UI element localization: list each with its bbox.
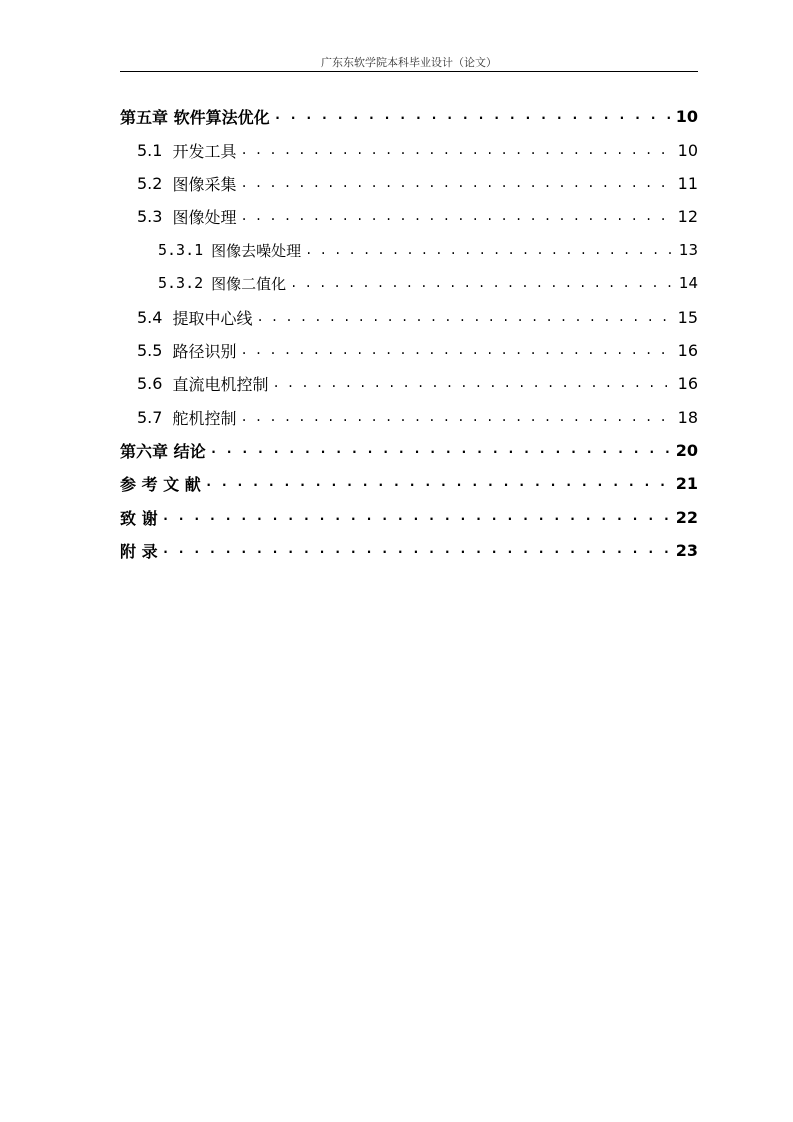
toc-dot-leader [240,171,673,195]
toc-entry-title: 第六章 结论 [120,441,206,461]
toc-entry-title: 路径识别 [172,341,237,361]
toc-section-number: 5.1 [137,140,163,160]
toc-dot-leader [240,338,673,362]
header-divider [120,71,698,72]
toc-entry-title: 附 录 [120,541,158,561]
toc-dot-leader [240,138,673,162]
toc-page-number: 10 [675,106,698,126]
toc-entry-title: 舵机控制 [172,408,237,428]
toc-page-number: 18 [677,407,698,427]
toc-dot-leader [240,204,673,228]
toc-dot-leader [240,405,673,429]
toc-page-number: 16 [677,373,698,393]
toc-entry-5-6[interactable] [137,371,698,395]
toc-page-number: 16 [677,340,698,360]
toc-entry-acknowledgements[interactable] [120,505,698,529]
toc-entry-chapter5[interactable] [120,104,698,128]
toc-page-number: 15 [677,307,698,327]
toc-section-number: 5.3 [137,206,163,226]
toc-entry-5-2[interactable] [137,171,698,195]
toc-dot-leader [305,238,674,262]
toc-section-number: 5.2 [137,173,163,193]
toc-entry-5-5[interactable] [137,338,698,362]
toc-page-number: 14 [678,274,698,292]
page-header: 广东东软学院本科毕业设计（论文） [321,56,497,69]
toc-page-number: 22 [675,507,698,527]
toc-page-number: 21 [675,473,698,493]
toc-dot-leader [210,438,672,462]
toc-entry-title: 图像去噪处理 [211,241,302,260]
toc-dot-leader [290,271,674,295]
toc-page-number: 23 [675,540,698,560]
toc-page-number: 13 [678,241,698,259]
toc-entry-title: 图像处理 [172,207,237,227]
toc-page-number: 10 [677,140,698,160]
toc-entry-title: 图像二值化 [211,274,287,293]
toc-page-number: 12 [677,206,698,226]
toc-dot-leader [272,371,673,395]
toc-entry-5-3-1[interactable] [158,238,698,262]
toc-entry-title: 图像采集 [172,174,237,194]
toc-dot-leader [256,305,673,329]
toc-entry-5-4[interactable] [137,305,698,329]
toc-entry-title: 参 考 文 献 [120,474,201,494]
toc-dot-leader [274,104,672,128]
toc-section-number: 5.5 [137,340,163,360]
toc-entry-5-3-2[interactable] [158,271,698,295]
toc-section-number: 5.4 [137,307,163,327]
toc-dot-leader [162,538,672,562]
toc-entry-5-3[interactable] [137,204,698,228]
toc-section-number: 5.6 [137,373,163,393]
toc-entry-chapter6[interactable] [120,438,698,462]
toc-entry-references[interactable] [120,471,698,495]
toc-section-number: 5.3.1 [158,241,204,259]
toc-entry-title: 致 谢 [120,508,158,528]
toc-page-number: 11 [677,173,698,193]
toc-entry-appendix[interactable] [120,538,698,562]
toc-entry-title: 开发工具 [172,141,237,161]
toc-page-number: 20 [675,440,698,460]
toc-section-number: 5.3.2 [158,274,204,292]
toc-entry-5-7[interactable] [137,405,698,429]
toc-dot-leader [162,505,672,529]
toc-entry-title: 直流电机控制 [172,374,269,394]
toc-entry-5-1[interactable] [137,138,698,162]
toc-dot-leader [205,471,672,495]
toc-entry-title: 提取中心线 [172,308,253,328]
toc-section-number: 5.7 [137,407,163,427]
toc-entry-title: 第五章 软件算法优化 [120,107,270,127]
